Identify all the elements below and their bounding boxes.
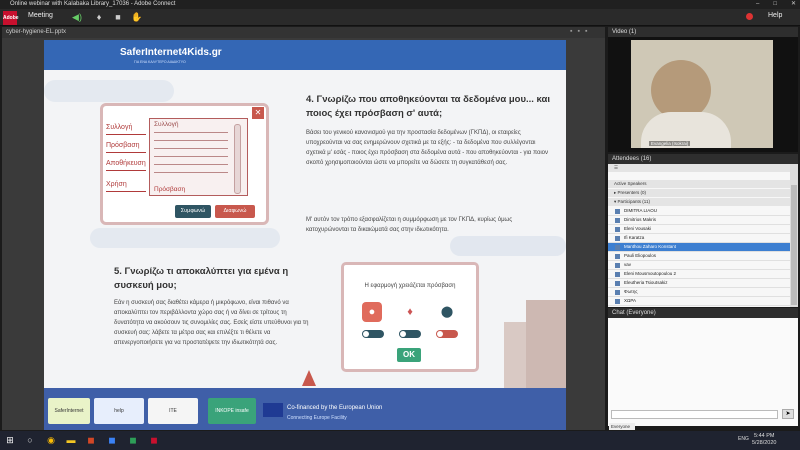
microphone-icon: ♦ bbox=[400, 302, 420, 322]
folder-icon[interactable]: ▬ bbox=[66, 435, 76, 445]
eu-cofinance-text: Co-financed by the European Union bbox=[287, 405, 383, 411]
chat-title: Chat bbox=[612, 310, 625, 316]
attendees-pod-header bbox=[608, 154, 798, 164]
taskbar-clock[interactable] bbox=[752, 433, 776, 447]
agree-button: Συμφωνώ bbox=[175, 205, 211, 218]
person-icon bbox=[615, 218, 620, 223]
participant-name: ΧΩΡΑ bbox=[624, 298, 637, 303]
person-icon bbox=[615, 281, 620, 286]
attendees-count: (16) bbox=[640, 156, 652, 162]
participant-row[interactable] bbox=[608, 207, 790, 216]
text-line bbox=[154, 164, 228, 165]
windows-taskbar bbox=[0, 431, 800, 450]
person-icon bbox=[615, 290, 620, 295]
participant-name: Dimitrios Makris bbox=[624, 217, 656, 222]
chat-pod-header bbox=[608, 308, 798, 318]
person-icon bbox=[615, 263, 620, 268]
attendees-list[interactable] bbox=[608, 164, 790, 307]
building-illustration bbox=[526, 300, 566, 388]
divider bbox=[106, 170, 146, 171]
divider bbox=[106, 152, 146, 153]
participant-name: Manthou Zaharo Konstant bbox=[624, 244, 677, 249]
participant-name: Eleutheria Tsioutsakiz bbox=[624, 280, 668, 285]
divider bbox=[106, 134, 146, 135]
chrome-icon[interactable]: ◉ bbox=[47, 435, 55, 445]
camera-icon: ● bbox=[362, 302, 382, 322]
person-icon bbox=[615, 236, 620, 241]
text-line bbox=[154, 156, 228, 157]
chat-tab-everyone[interactable]: Everyone bbox=[609, 423, 635, 430]
audio-icon[interactable]: ◀) bbox=[72, 12, 82, 22]
section4-body2: Μ' αυτόν τον τρόπο εξασφαλίζεται η συμμόρφωση με τον ΓΚΠΔ, κυρίως όμως κατοχυρώνονται τα δικαιώματά σας στην ιδιωτικότητα. bbox=[306, 217, 513, 233]
window-titlebar bbox=[0, 0, 800, 9]
section4-body: Βάσει του γενικού κανονισμού για την προστασία δεδομένων (ΓΚΠΔ), οι εταιρείες υποχρεούνται να σας ενημερώνουν σχετικά με τα εξής: - τα δεδομένα που συλλέγονται σχετικά μ' εσάς - ποιος έχει πρόσβαση στα δεδομένα αυτά - που αποθηκεύονται - για ποιον σκοπό χρησιμοποιούνται ώστε να μπορείτε να δώσετε τη συγκατάθεσή σας. bbox=[306, 130, 549, 166]
eu-cef-text: Connecting Europe Facility bbox=[287, 415, 347, 421]
toggle-location bbox=[436, 330, 458, 338]
window-label: Χρήση bbox=[106, 181, 127, 188]
permission-ok-button: OK bbox=[397, 348, 421, 362]
participant-row[interactable] bbox=[608, 216, 790, 225]
list-view-icon[interactable]: ☰ bbox=[614, 165, 619, 170]
adobe-logo: Adobe bbox=[3, 11, 17, 25]
person-icon bbox=[615, 245, 620, 250]
footer-logo: ΙΝΚΟΡΕ insafe bbox=[208, 398, 256, 424]
share-pod-controls[interactable]: ▪▪▪ bbox=[570, 28, 593, 35]
active-speakers-section[interactable]: Active Speakers bbox=[608, 180, 790, 188]
window-label: Αποθήκευση bbox=[106, 160, 146, 167]
section4-title: 4. Γνωρίζω που αποθηκεύονται τα δεδομένα μου... και ποιος έχει πρόσβαση σ' αυτά; bbox=[306, 94, 551, 119]
person-icon bbox=[615, 209, 620, 214]
participant-name: DIMITRA LIAOU bbox=[624, 208, 658, 213]
participant-row[interactable] bbox=[608, 225, 790, 234]
section5-body: Εάν η συσκευή σας διαθέτει κάμερα ή μικρόφωνο, είναι πιθανό να αποκαλύπτει τον περιβάλλοντα χώρο σας ή να δίνει σε τρίτους τη δυνατότητα να ακούσουν τις συνομιλίες σας. Εσείς είστε υπεύθυνοι για τη συσκευή σας: λάβετε τα μέτρα σας και επιλέξτε τι θέλετε να απενεργοποιήσετε για να προστατέψετε την ιδιωτικότητά σας. bbox=[114, 300, 309, 346]
cloud-shape bbox=[44, 80, 174, 102]
excel-icon[interactable]: ◼ bbox=[129, 435, 137, 445]
person-icon bbox=[615, 254, 620, 259]
attendees-tools[interactable] bbox=[608, 164, 790, 172]
tree-illustration bbox=[302, 370, 316, 386]
cloud-shape bbox=[450, 236, 566, 256]
toggle-mic bbox=[399, 330, 421, 338]
window-label: Συλλογή bbox=[106, 124, 133, 131]
webcam-video[interactable] bbox=[631, 40, 773, 148]
participant-name: Eleni Vousaki bbox=[624, 226, 652, 231]
share-pod-header bbox=[2, 27, 605, 38]
participant-row[interactable] bbox=[608, 243, 790, 252]
video-pod-count: (1) bbox=[628, 29, 637, 35]
consent-box-title: Συλλογή bbox=[154, 121, 179, 128]
attendees-title: Attendees bbox=[612, 156, 640, 162]
window-label: Πρόσβαση bbox=[106, 142, 140, 149]
scrollbar-illustration bbox=[234, 124, 241, 194]
person-icon bbox=[615, 227, 620, 232]
participant-name: Φωτης bbox=[624, 289, 638, 294]
windows-start-icon[interactable]: ⊞ bbox=[6, 435, 14, 445]
consent-box-bottom: Πρόσβαση bbox=[154, 186, 186, 193]
video-pod-header bbox=[608, 27, 798, 37]
window-title: Online webinar with Kalabaka Library_17036 - Adobe Connect bbox=[10, 1, 176, 7]
building-illustration bbox=[504, 322, 526, 388]
record-icon[interactable] bbox=[746, 13, 753, 20]
footer-logo: ΙΤΕ bbox=[148, 398, 198, 424]
mic-icon[interactable]: ♦ bbox=[96, 12, 102, 22]
chat-send-button[interactable]: ➤ bbox=[782, 409, 794, 419]
presenters-section[interactable]: ▸ Presenters (0) bbox=[608, 189, 790, 197]
divider bbox=[106, 191, 146, 192]
speaker-name: Evangelia (Isokrai) bbox=[651, 141, 689, 146]
text-line bbox=[154, 148, 228, 149]
participant-row[interactable] bbox=[608, 288, 790, 297]
participant-name: vav bbox=[624, 262, 632, 267]
participant-row[interactable] bbox=[608, 234, 790, 243]
clock-time: 5:44 PM bbox=[753, 433, 775, 439]
participant-row[interactable] bbox=[608, 297, 790, 306]
text-line bbox=[154, 140, 228, 141]
footer-logo: SaferInternet bbox=[48, 398, 90, 424]
clock-date: 5/28/2020 bbox=[752, 440, 777, 446]
maximize-icon[interactable]: □ bbox=[773, 1, 777, 7]
participant-row[interactable] bbox=[608, 279, 790, 288]
participant-name: Ifi Karatza bbox=[624, 235, 645, 240]
language-indicator[interactable]: ENG bbox=[738, 436, 749, 442]
section5-title: 5. Γνωρίζω τι αποκαλύπτει για εμένα η συσκευή μου; bbox=[114, 266, 289, 291]
camera-icon[interactable]: ■ bbox=[115, 12, 121, 22]
share-file-name: cyber-hygiene-EL.pptx bbox=[6, 29, 67, 35]
word-icon[interactable]: ◼ bbox=[108, 435, 116, 445]
search-icon[interactable]: ○ bbox=[27, 435, 33, 445]
person-icon bbox=[615, 299, 620, 304]
participant-row[interactable] bbox=[608, 261, 790, 270]
location-pin-icon: ⬤ bbox=[437, 302, 457, 322]
chat-input[interactable] bbox=[611, 410, 778, 419]
toggle-camera bbox=[362, 330, 384, 338]
adobe-connect-icon[interactable]: ◼ bbox=[150, 435, 158, 445]
raise-hand-icon[interactable]: ✋ bbox=[131, 12, 143, 22]
slide-logo-sub: ΓΙΑ ΕΝΑ ΚΑΛΥΤΕΡΟ ΔΙΑΔΙΚΤΥΟ bbox=[134, 60, 186, 64]
cloud-shape bbox=[90, 228, 280, 248]
help-menu[interactable]: Help bbox=[768, 12, 783, 19]
participant-name: Pauli Eliopoulos bbox=[624, 253, 657, 258]
participant-row[interactable] bbox=[608, 252, 790, 261]
participant-row[interactable] bbox=[608, 270, 790, 279]
eu-flag-icon bbox=[263, 403, 283, 417]
minimize-icon[interactable]: – bbox=[756, 1, 760, 7]
participants-section[interactable]: ▾ Participants (11) bbox=[608, 198, 790, 206]
footer-logo: help bbox=[94, 398, 144, 424]
text-line bbox=[154, 172, 228, 173]
chat-scope: (Everyone) bbox=[626, 310, 656, 316]
disagree-button: Διαφωνώ bbox=[215, 205, 255, 218]
text-line bbox=[154, 132, 228, 133]
permission-title: Η εφαρμογή χρειάζεται πρόσβαση bbox=[364, 283, 456, 289]
attendees-scroll-thumb[interactable] bbox=[791, 185, 797, 305]
participant-name: Eleni Mousmoutopoulou 2 bbox=[624, 271, 677, 276]
video-pod-title: Video bbox=[612, 29, 628, 35]
slide-logo: SaferInternet4Kids.gr bbox=[120, 47, 222, 58]
powerpoint-icon[interactable]: ◼ bbox=[87, 435, 95, 445]
person-icon bbox=[615, 272, 620, 277]
close-icon[interactable]: ✕ bbox=[790, 1, 796, 7]
meeting-menu[interactable]: Meeting bbox=[28, 12, 53, 19]
close-icon: ✕ bbox=[252, 107, 264, 119]
chat-pod bbox=[608, 308, 798, 426]
person-head bbox=[651, 60, 711, 120]
